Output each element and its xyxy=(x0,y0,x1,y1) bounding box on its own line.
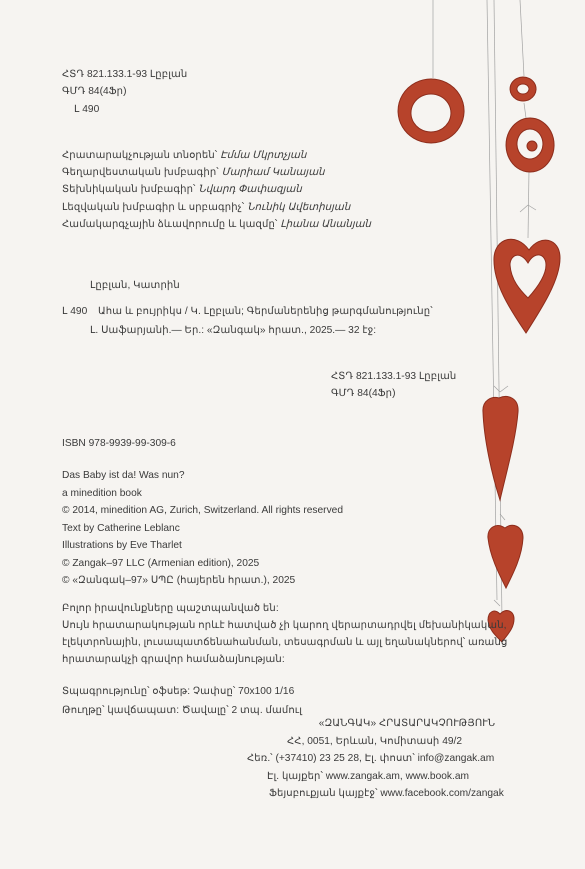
credit-name: Նվարդ Փափազյան xyxy=(198,184,302,196)
copyright-block xyxy=(62,470,343,593)
credit-line xyxy=(62,202,371,219)
udc-code: ՀՏԴ 821.133.1-93 Լըբլան xyxy=(331,371,457,382)
target-center-ornament xyxy=(527,141,537,151)
credit-name: Էմմա Մկրտչյան xyxy=(220,150,307,161)
credit-role: Համակարգչային ձևավորումը և կազմը՝ xyxy=(62,218,278,230)
heart-ornament xyxy=(494,239,560,333)
isbn: ISBN 978-9939-99-309-6 xyxy=(62,438,176,449)
copyright-line: © 2014, minedition AG, Zurich, Switzerland. All rights reserved xyxy=(62,505,343,516)
publisher-block xyxy=(237,718,537,806)
credit-line xyxy=(62,219,371,236)
rights-line: հրատարակչի գրավոր համաձայնության: xyxy=(62,654,285,665)
copyright-line: Illustrations by Eve Tharlet xyxy=(62,540,182,551)
string-line xyxy=(524,103,526,118)
publisher-websites: Էլ. կայքեր՝ www.zangak.am, www.book.am xyxy=(267,770,469,782)
copyright-line: a minedition book xyxy=(62,487,142,499)
credit-line xyxy=(62,167,371,184)
catalog-line: Լ. Սաֆարյանի.— Եր.: «Զանգակ» հրատ., 2025.— 32 էջ: xyxy=(90,325,377,336)
publisher-name: «ԶԱՆԳԱԿ» ՀՐԱՏԱՐԱԿՉՈՒԹՅՈՒՆ xyxy=(318,718,496,729)
credit-role: Տեխնիկական խմբագիր՝ xyxy=(62,184,196,196)
publisher-address: ՀՀ, 0051, Երևան, Կոմիտասի 49/2 xyxy=(287,735,463,747)
credit-name: Նունիկ Ավետիսյան xyxy=(247,201,351,213)
rights-line: Բոլոր իրավունքները պաշտպանված են: xyxy=(62,603,279,614)
credit-line xyxy=(62,184,371,201)
credit-role: Լեզվական խմբագիր և սրբագրիչ՝ xyxy=(62,201,245,213)
long-heart-ornament xyxy=(483,397,518,500)
string-line xyxy=(500,386,508,392)
copyright-line: Text by Catherine Leblanc xyxy=(62,522,180,534)
string-line xyxy=(520,0,524,76)
author-mark: Լ 490 xyxy=(74,103,100,115)
credits-block xyxy=(62,150,371,236)
ring-ornament xyxy=(398,79,464,143)
string-line xyxy=(520,205,528,212)
rights-line: էլեկտրոնային, լուսապատճենահանման, տեսագրման և այլ եղանակներով՝ առանց xyxy=(62,637,508,648)
top-classification-block xyxy=(62,69,187,121)
credit-role: Գեղարվեստական խմբագիր՝ xyxy=(62,167,219,179)
right-classification-block xyxy=(331,371,456,406)
rights-block xyxy=(62,603,507,671)
catalog-mark: Լ 490 xyxy=(62,306,88,317)
rights-line: Սույն հրատարակության որևէ հատված չի կարող վերարտադրվել մեխանիկական, xyxy=(62,620,507,631)
credit-line xyxy=(62,150,371,167)
bbk-code: ԳՄԴ 84(4Ֆր) xyxy=(331,388,396,400)
small-ring-ornament xyxy=(510,77,536,101)
copyright-line: Das Baby ist da! Was nun? xyxy=(62,470,185,481)
copyright-line: © Zangak–97 LLC (Armenian edition), 2025 xyxy=(62,557,260,569)
credit-name: Մարիամ Կանայան xyxy=(221,167,325,179)
catalog-line: Ահա և բույրիկս / Կ. Լըբլան; Գերմաներենից թարգմանությունը՝ xyxy=(98,306,433,317)
print-spec-line: Տպագրությունը՝ օֆսեթ: Չափսը՝ 70x100 1/16 xyxy=(62,686,295,697)
medium-heart-ornament xyxy=(488,525,523,588)
credit-role: Հրատարակչության տնօրեն՝ xyxy=(62,150,218,161)
catalog-author-heading: Լըբլան, Կատրին xyxy=(90,280,180,291)
credit-name: Լիանա Անանյան xyxy=(280,218,372,230)
copyright-line: © «Զանգակ–97» ՍՊԸ (հայերեն հրատ.), 2025 xyxy=(62,575,296,586)
print-spec-line: Թուղթը՝ կավճապատ: Ծավալը՝ 2 տպ. մամուլ xyxy=(62,705,302,716)
udc-code: ՀՏԴ 821.133.1-93 Լըբլան xyxy=(62,69,188,80)
publisher-contacts: Հեռ.՝ (+37410) 23 25 28, Էլ. փոստ՝ info@zangak.am xyxy=(247,753,495,764)
string-line xyxy=(528,205,536,210)
publisher-facebook: Ֆեյսբուքյան կայքէջ՝ www.facebook.com/zangak xyxy=(269,788,504,799)
bbk-code: ԳՄԴ 84(4Ֆր) xyxy=(62,86,127,98)
string-line xyxy=(528,170,529,238)
